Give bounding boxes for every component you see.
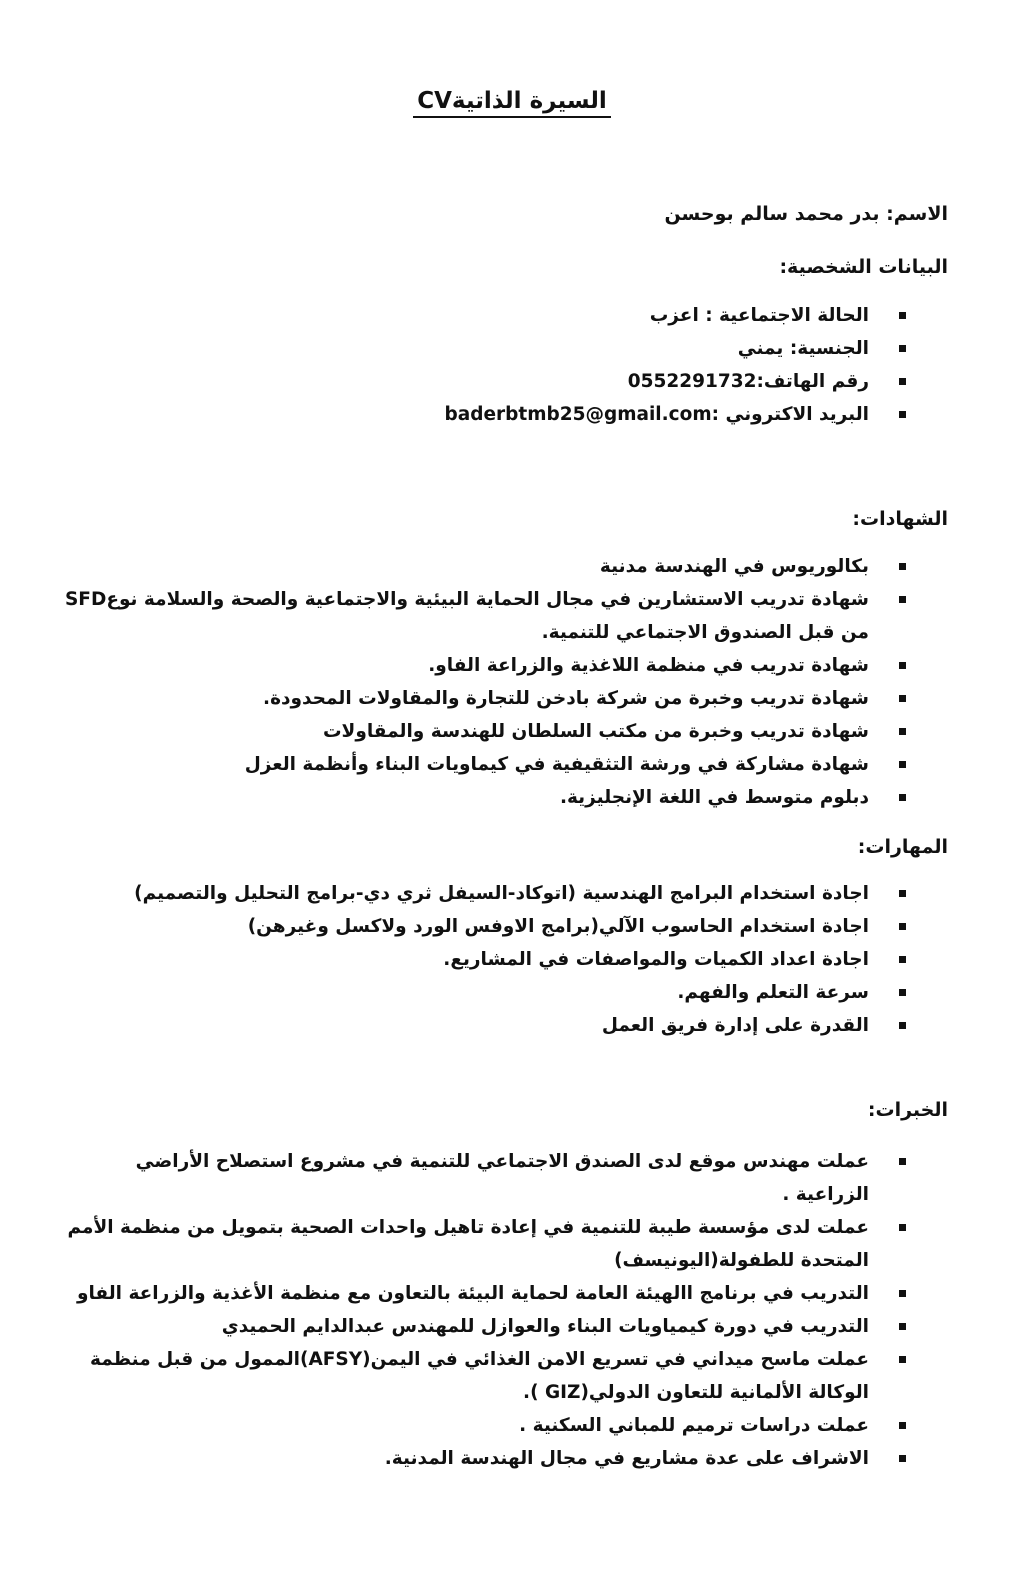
document-title-text: السيرة الذاتيةCV xyxy=(413,88,611,118)
list-item: الجنسية: يمني xyxy=(0,332,1024,365)
skills-list xyxy=(0,877,1024,1042)
list-item: رقم الهاتف:0552291732 xyxy=(0,365,1024,398)
certificates-heading: الشهادات: xyxy=(852,508,948,530)
list-item: دبلوم متوسط في اللغة الإنجليزية. xyxy=(0,781,1024,814)
experience-list xyxy=(0,1145,1024,1475)
list-item: التدريب في برنامج االهيئة العامة لحماية البيئة بالتعاون مع منظمة الأغذية والزراعة الفاو xyxy=(0,1277,1024,1310)
document-title xyxy=(0,88,1024,114)
list-item: بكالوريوس في الهندسة مدنية xyxy=(0,550,1024,583)
list-item: عملت مهندس موقع لدى الصندق الاجتماعي للتنمية في مشروع استصلاح الأراضي الزراعية . xyxy=(0,1145,1024,1211)
list-item: عملت دراسات ترميم للمباني السكنية . xyxy=(0,1409,1024,1442)
list-item: اجادة استخدام البرامج الهندسية (اتوكاد-السيفل ثري دي-برامج التحليل والتصميم) xyxy=(0,877,1024,910)
list-item: سرعة التعلم والفهم. xyxy=(0,976,1024,1009)
list-item: شهادة تدريب وخبرة من مكتب السلطان للهندسة والمقاولات xyxy=(0,715,1024,748)
list-item: البريد الاكتروني :baderbtmb25@gmail.com xyxy=(0,398,1024,431)
list-item: شهادة تدريب الاستشارين في مجال الحماية البيئية والاجتماعية والصحة والسلامة نوعSFD من قبل الصندوق الاجتماعي للتنمية. xyxy=(0,583,1024,649)
list-item: اجادة اعداد الكميات والمواصفات في المشاريع. xyxy=(0,943,1024,976)
certificates-list xyxy=(0,550,1024,814)
list-item: شهادة تدريب وخبرة من شركة بادخن للتجارة والمقاولات المحدودة. xyxy=(0,682,1024,715)
personal-heading: البيانات الشخصية: xyxy=(779,256,948,278)
personal-list xyxy=(0,299,1024,431)
experience-heading: الخبرات: xyxy=(867,1099,948,1121)
list-item: عملت ماسح ميداني في تسريع الامن الغذائي في اليمن(AFSY)الممول من قبل منظمة الوكالة الألمانية للتعاون الدولي(GIZ ). xyxy=(0,1343,1024,1409)
list-item: عملت لدى مؤسسة طيبة للتنمية في إعادة تاهيل واحدات الصحية بتمويل من منظمة الأمم المتحدة للطفولة(اليونيسف) xyxy=(0,1211,1024,1277)
list-item: الحالة الاجتماعية : اعزب xyxy=(0,299,1024,332)
list-item: التدريب في دورة كيمياويات البناء والعوازل للمهندس عبدالدايم الحميدي xyxy=(0,1310,1024,1343)
name-line: الاسم: بدر محمد سالم بوحسن xyxy=(664,203,948,225)
list-item: القدرة على إدارة فريق العمل xyxy=(0,1009,1024,1042)
list-item: اجادة استخدام الحاسوب الآلي(برامج الاوفس الورد ولاكسل وغيرهن) xyxy=(0,910,1024,943)
skills-heading: المهارات: xyxy=(857,836,948,858)
list-item: شهادة مشاركة في ورشة التثقيفية في كيماويات البناء وأنظمة العزل xyxy=(0,748,1024,781)
list-item: شهادة تدريب في منظمة اللاغذية والزراعة الفاو. xyxy=(0,649,1024,682)
list-item: الاشراف على عدة مشاريع في مجال الهندسة المدنية. xyxy=(0,1442,1024,1475)
